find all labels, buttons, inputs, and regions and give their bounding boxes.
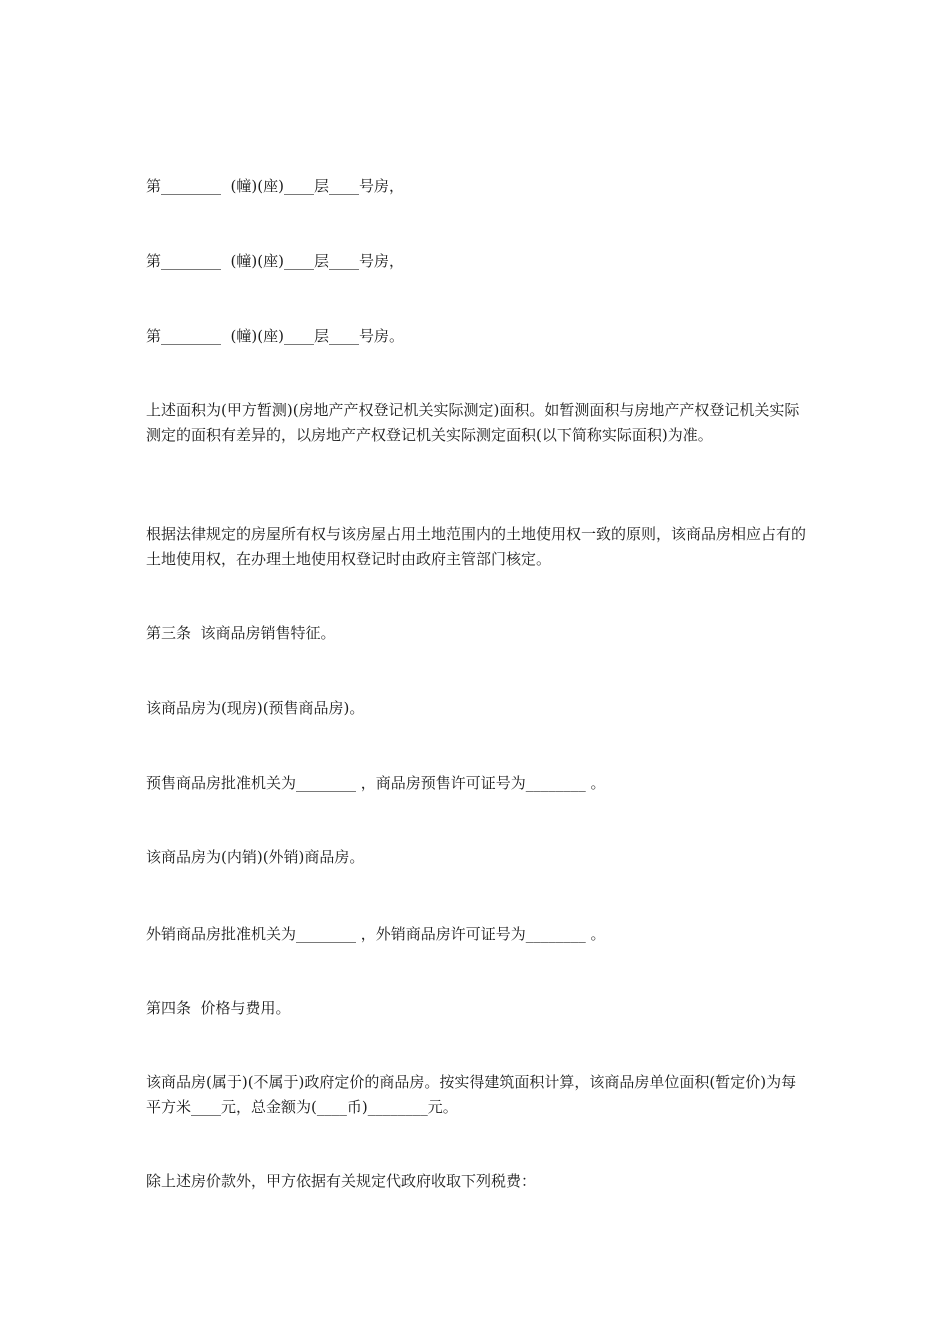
room-line-2: 第________ (幢)(座)____层____号房， xyxy=(146,252,404,270)
presale-approval-line: 预售商品房批准机关为________ ，商品房预售许可证号为________ 。 xyxy=(146,774,606,792)
room-line-1: 第________ (幢)(座)____层____号房， xyxy=(146,177,404,195)
article-3-heading: 第三条 该商品房销售特征。 xyxy=(146,624,336,642)
market-type-line: 该商品房为(内销)(外销)商品房。 xyxy=(146,848,365,866)
export-approval-line: 外销商品房批准机关为________ ，外销商品房许可证号为________ 。 xyxy=(146,925,606,943)
sale-type-line: 该商品房为(现房)(预售商品房)。 xyxy=(146,699,365,717)
room-line-3: 第________ (幢)(座)____层____号房。 xyxy=(146,327,404,345)
area-paragraph: 上述面积为(甲方暂测)(房地产产权登记机关实际测定)面积。如暂测面积与房地产产权登记机关实际测定的面积有差异的，以房地产产权登记机关实际测定面积(以下简称实际面积)为准。 xyxy=(146,401,800,444)
price-paragraph: 该商品房(属于)(不属于)政府定价的商品房。按实得建筑面积计算，该商品房单位面积(暂定价)为每平方米____元，总金额为(____币)________元。 xyxy=(146,1073,797,1116)
article-4-heading: 第四条 价格与费用。 xyxy=(146,999,291,1017)
land-use-paragraph: 根据法律规定的房屋所有权与该房屋占用土地范围内的土地使用权一致的原则，该商品房相应占有的土地使用权，在办理土地使用权登记时由政府主管部门核定。 xyxy=(146,525,807,568)
taxes-intro-line: 除上述房价款外，甲方依据有关规定代政府收取下列税费： xyxy=(146,1172,537,1190)
